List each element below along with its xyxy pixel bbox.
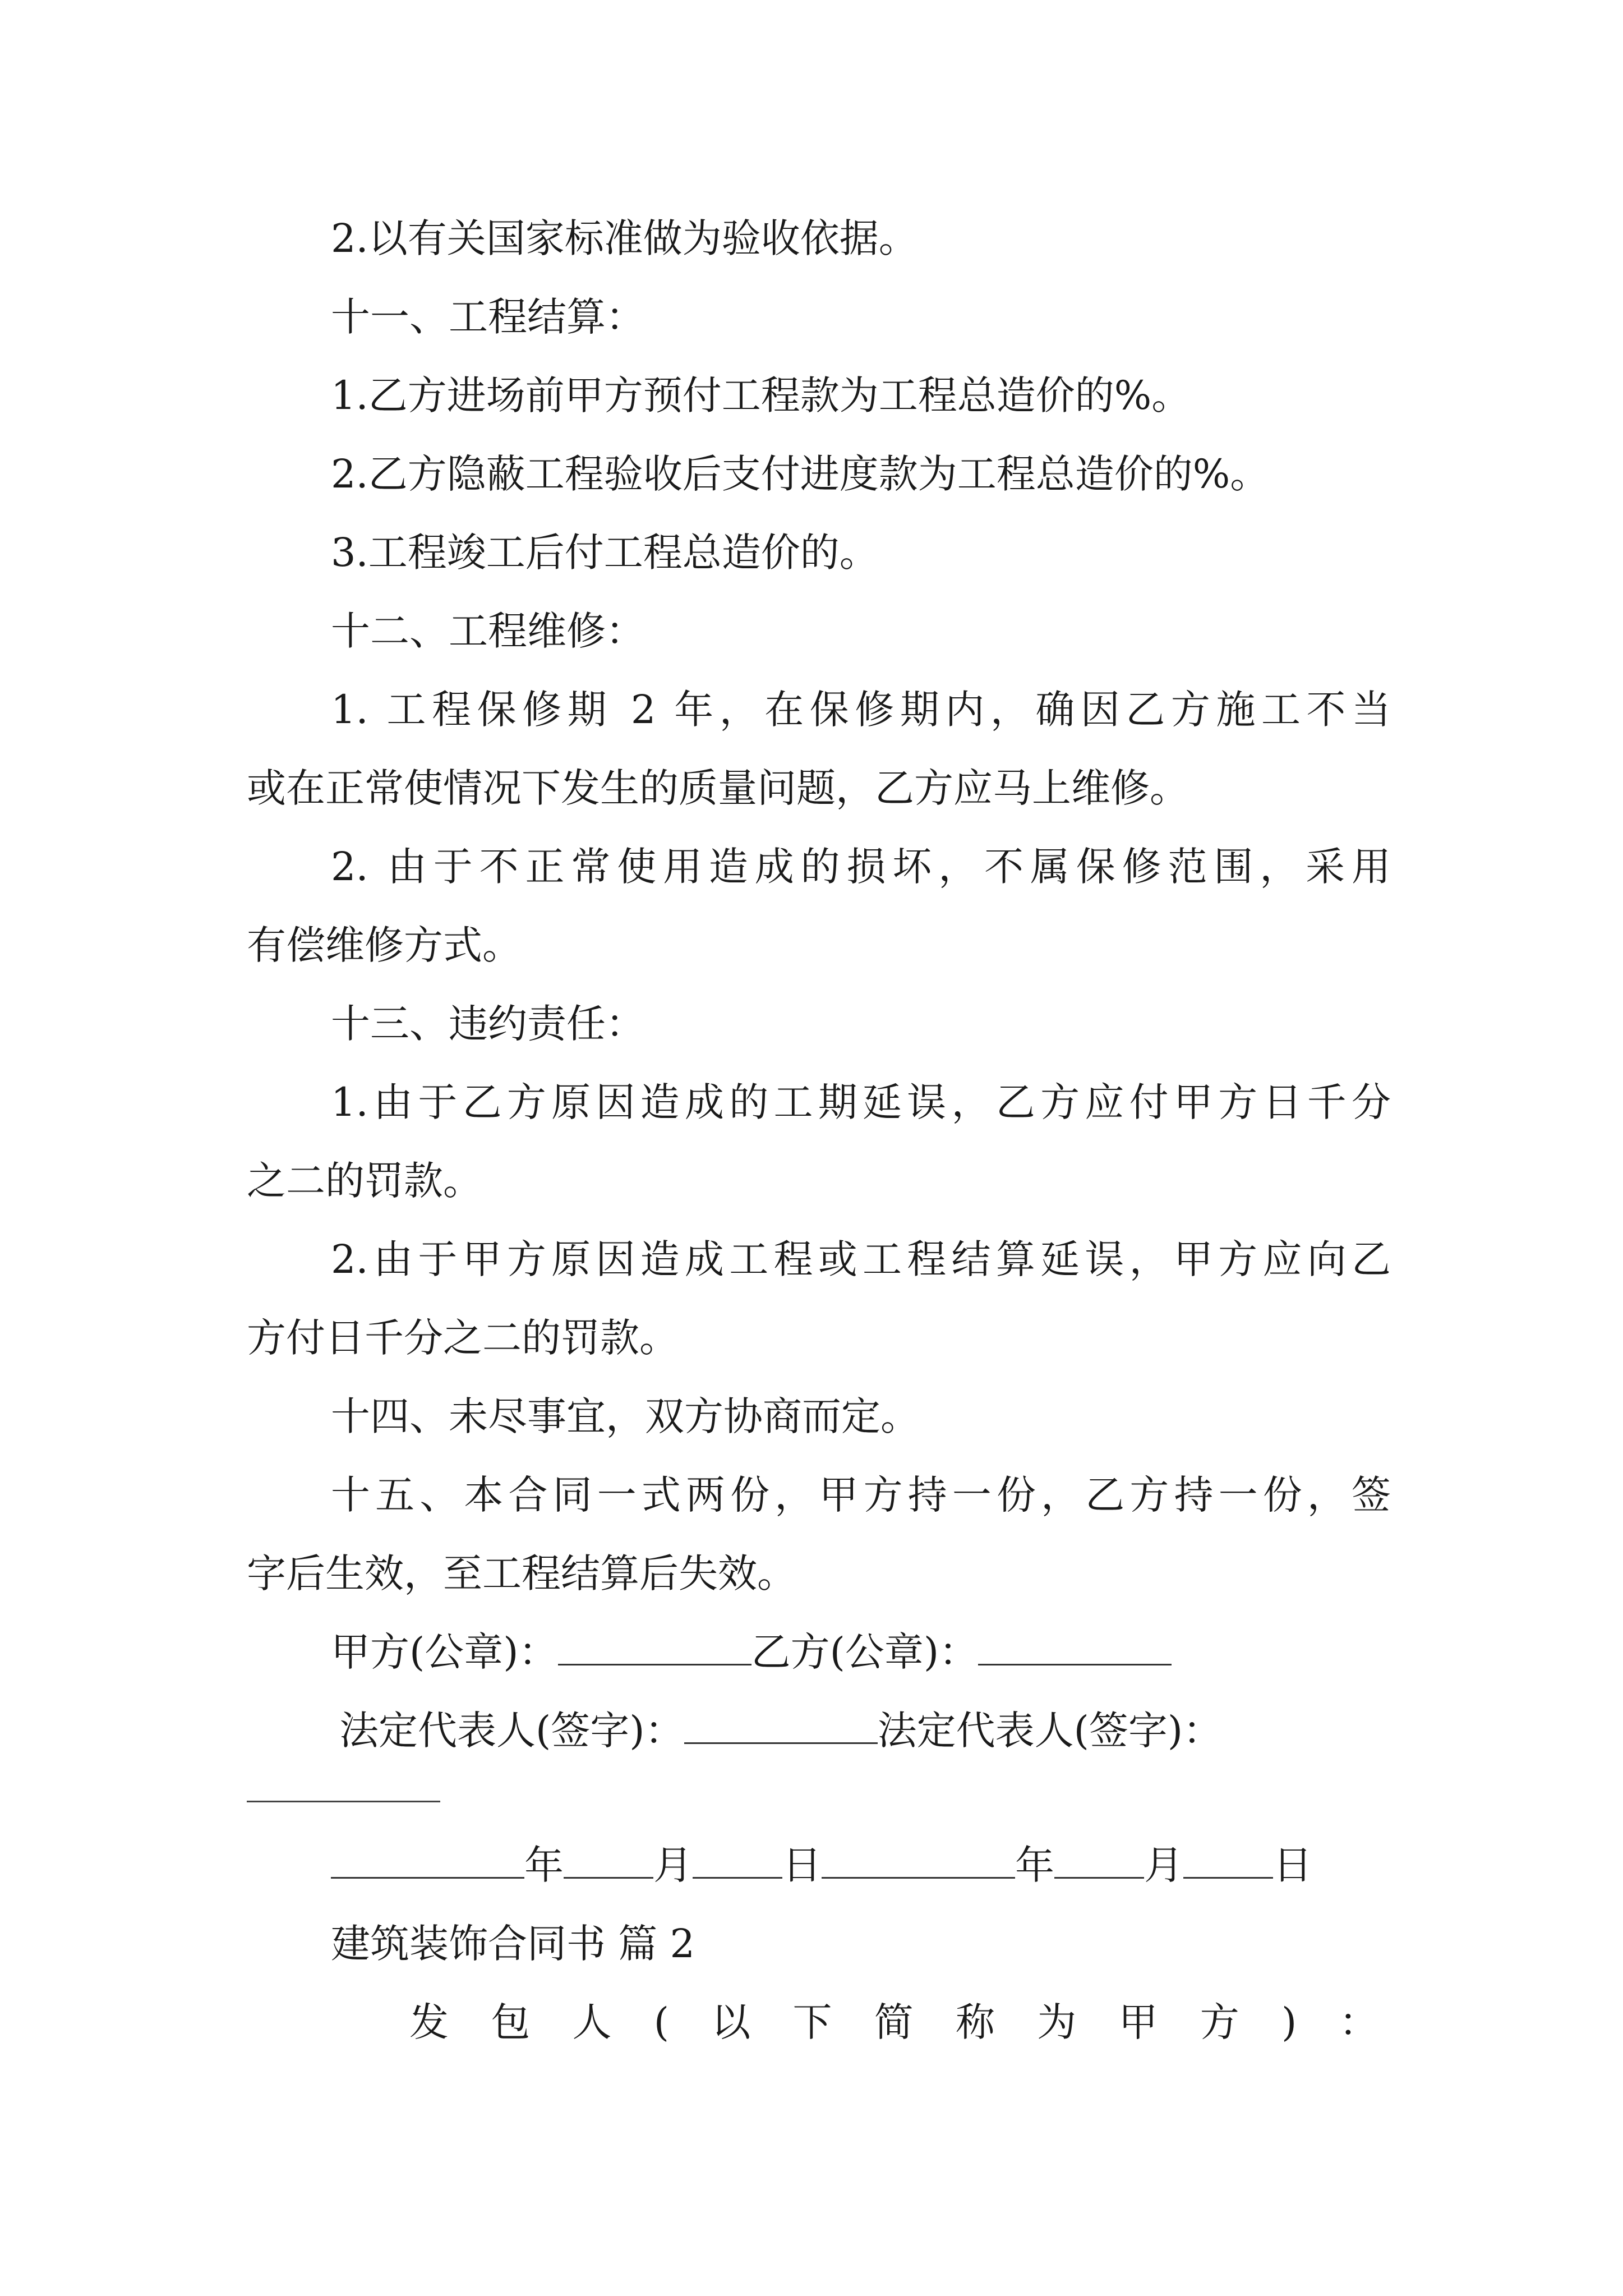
section-heading-liability: 十三、违约责任： [331, 1001, 645, 1047]
date-a-month-blank [564, 1842, 653, 1879]
party-b-rep-blank [247, 1801, 440, 1802]
clause-prepayment: 1.乙方进场前甲方预付工程款为工程总造价的%。 [331, 372, 1191, 418]
party-b-seal-label: 乙方(公章)： [751, 1629, 979, 1675]
party-b-seal-blank [978, 1629, 1172, 1665]
seal-line [331, 1627, 1391, 1677]
clause-delay-a-line1: 2.由于甲方原因造成工程或工程结算延误，甲方应向乙 [331, 1236, 1391, 1282]
date-a-month-label: 月 [653, 1842, 693, 1888]
party-a-rep-label: 法定代表人(签字)： [339, 1708, 684, 1754]
clause-other-matters: 十四、未尽事宜，双方协商而定。 [331, 1393, 920, 1439]
date-line [331, 1840, 1391, 1890]
clause-copies-line2: 字后生效，至工程结算后失效。 [247, 1550, 796, 1596]
clause-progress-payment: 2.乙方隐蔽工程验收后支付进度款为工程总造价的%。 [331, 451, 1270, 497]
date-b-year-label: 年 [1015, 1842, 1054, 1888]
section-heading-settlement: 十一、工程结算： [331, 294, 645, 340]
clause-damage-line1: 2. 由于不正常使用造成的损坏，不属保修范围，采用 [331, 844, 1391, 890]
date-b-year-blank [822, 1842, 1015, 1879]
employer-intro-line: 发包人(以下简称为甲方)： [409, 1999, 1391, 2045]
clause-warranty-line1: 1. 工程保修期 2 年，在保修期内，确因乙方施工不当 [331, 687, 1391, 733]
date-b-day-label: 日 [1273, 1842, 1312, 1888]
date-a-day-blank [693, 1842, 782, 1879]
date-a-year-label: 年 [524, 1842, 564, 1888]
date-b-day-blank [1183, 1842, 1273, 1879]
clause-delay-b-line2: 之二的罚款。 [247, 1158, 482, 1204]
party-b-rep-label: 法定代表人(签字)： [877, 1708, 1223, 1754]
party-a-rep-blank [684, 1708, 878, 1744]
clause-copies-line1: 十五、本合同一式两份，甲方持一份，乙方持一份，签 [331, 1472, 1391, 1518]
section-heading-maintenance: 十二、工程维修： [331, 608, 645, 654]
date-a-day-label: 日 [782, 1842, 822, 1888]
clause-delay-b-line1: 1.由于乙方原因造成的工期延误，乙方应付甲方日千分 [331, 1079, 1391, 1125]
clause-damage-line2: 有偿维修方式。 [247, 922, 522, 968]
clause-delay-a-line2: 方付日千分之二的罚款。 [247, 1315, 679, 1361]
clause-acceptance-basis: 2.以有关国家标准做为验收依据。 [331, 215, 918, 261]
clause-final-payment: 3.工程竣工后付工程总造价的。 [331, 530, 879, 576]
date-b-month-label: 月 [1144, 1842, 1183, 1888]
clause-warranty-line2: 或在正常使情况下发生的质量问题，乙方应马上维修。 [247, 765, 1189, 811]
date-a-year-blank [331, 1842, 524, 1879]
party-a-seal-blank [558, 1629, 751, 1665]
date-b-month-blank [1054, 1842, 1144, 1879]
party-a-seal-label: 甲方(公章)： [331, 1629, 558, 1675]
representative-line [339, 1705, 1399, 1756]
section-title-part2: 建筑装饰合同书 篇 2 [331, 1921, 695, 1967]
